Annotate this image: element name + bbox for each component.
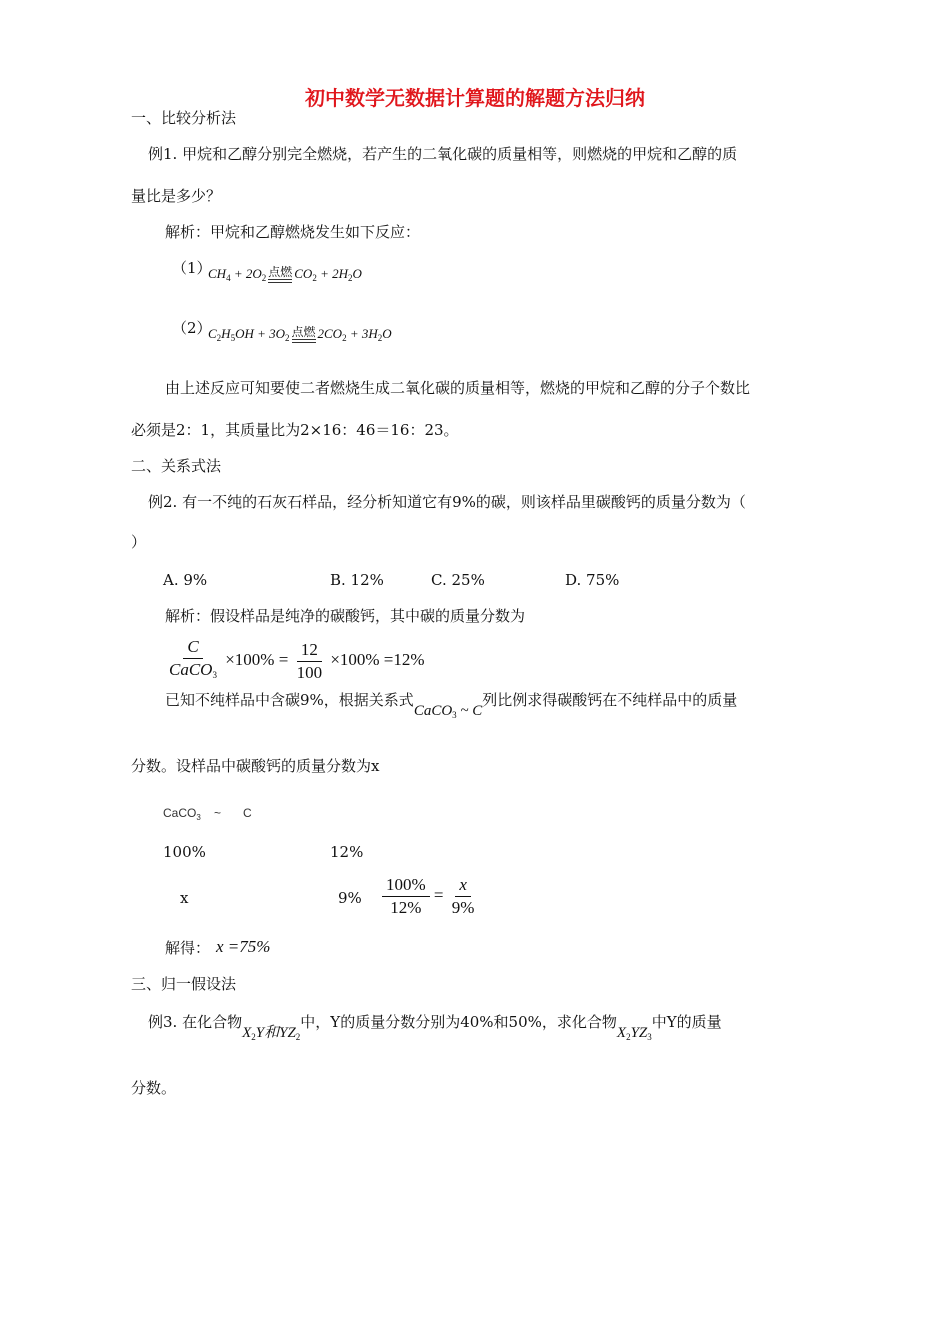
reaction-1-condition: 点燃 bbox=[268, 265, 293, 279]
reaction-2-equation: $C_2H_5OH + 3O_2$ 点燃 $2CO_2 + 3H_2O$ bbox=[208, 325, 392, 343]
example-1-line-2: 量比是多少？ bbox=[131, 187, 222, 205]
example-3-line-1: 例3. 在化合物$X_2Y$和$YZ_2$中，Y的质量分数分别为40%和50%，求化合物$X_2YZ_3$中Y的质量 bbox=[148, 1013, 722, 1042]
table-9: 9% bbox=[338, 889, 362, 907]
compound-1: $X_2Y$和$YZ_2$ bbox=[242, 1025, 301, 1042]
formula-numerator-2: 12 bbox=[297, 639, 322, 662]
page-title: 初中数学无数据计算题的解题方法归纳 bbox=[305, 86, 645, 110]
compound-2: $X_2YZ_3$ bbox=[616, 1025, 652, 1042]
example-2-line-1: 例2. 有一不纯的石灰石样品，经分析知道它有9%的碳，则该样品里碳酸钙的质量分数为（ bbox=[148, 493, 746, 511]
option-b: B. 12% bbox=[330, 571, 384, 589]
reaction-2-condition: 点燃 bbox=[291, 325, 316, 339]
reaction-1-label: （1） bbox=[172, 259, 212, 277]
table-c: C bbox=[243, 806, 252, 820]
section-heading-3: 三、归一假设法 bbox=[131, 975, 237, 993]
known-line-2: 分数。设样品中碳酸钙的质量分数为x bbox=[131, 757, 380, 775]
analysis-1: 解析：甲烷和乙醇燃烧发生如下反应： bbox=[165, 223, 421, 241]
table-x: x bbox=[180, 889, 189, 907]
option-c: C. 25% bbox=[431, 571, 485, 589]
proportion-numerator-1: 100% bbox=[382, 874, 430, 897]
table-12: 12% bbox=[330, 843, 364, 861]
table-caco3: CaCO$_3$ bbox=[163, 806, 201, 822]
carbon-fraction-formula: $\frac{C}{CaCO_3}$ ×100% = $\frac{12}{100}$ ×100% =12% bbox=[169, 637, 425, 682]
section-heading-2: 二、关系式法 bbox=[131, 457, 222, 475]
example-1-line-1: 例1. 甲烷和乙醇分别完全燃烧，若产生的二氧化碳的质量相等，则燃烧的甲烷和乙醇的质 bbox=[148, 145, 738, 163]
known-line-1: 已知不纯样品中含碳9%，根据关系式CaCO$_3$ ~ C列比例求得碳酸钙在不纯样品中的质量 bbox=[165, 691, 738, 720]
formula-middle: ×100% = bbox=[225, 649, 289, 669]
proportion-numerator-2: x bbox=[455, 874, 471, 897]
table-tilde: ~ bbox=[214, 806, 222, 820]
proportion-formula: $\frac{100\%}{12\%}$ = $\frac{x}{9\%}$ bbox=[382, 874, 478, 919]
formula-denominator-2: 100 bbox=[296, 662, 323, 682]
conclusion-1-line-2: 必须是2：1，其质量比为2×16：46＝16：23。 bbox=[131, 421, 459, 439]
reaction-1-equation: $CH_4 + 2O_2$ 点燃 $CO_2 + 2H_2O$ bbox=[208, 265, 362, 283]
formula-numerator-1: C bbox=[183, 636, 202, 659]
conclusion-1-line-1: 由上述反应可知要使二者燃烧生成二氧化碳的质量相等，燃烧的甲烷和乙醇的分子个数比 bbox=[165, 379, 751, 397]
solve-label: 解得： bbox=[165, 939, 211, 957]
option-d: D. 75% bbox=[565, 571, 620, 589]
proportion-denominator-1: 12% bbox=[390, 898, 422, 917]
section-heading-1: 一、比较分析法 bbox=[131, 109, 237, 127]
example-3-line-2: 分数。 bbox=[131, 1079, 177, 1097]
solve-value: x =75% bbox=[216, 937, 271, 956]
relation-formula: CaCO$_3$ ~ C bbox=[413, 703, 483, 720]
analysis-2: 解析：假设样品是纯净的碳酸钙，其中碳的质量分数为 bbox=[165, 607, 526, 625]
formula-denominator-1: CaCO bbox=[169, 660, 213, 679]
example-2-line-2: ） bbox=[131, 533, 147, 551]
formula-end: ×100% =12% bbox=[330, 649, 425, 669]
reaction-2-label: （2） bbox=[172, 319, 212, 337]
table-100: 100% bbox=[163, 843, 206, 861]
option-a: A. 9% bbox=[163, 571, 208, 589]
proportion-denominator-2: 9% bbox=[451, 898, 475, 917]
